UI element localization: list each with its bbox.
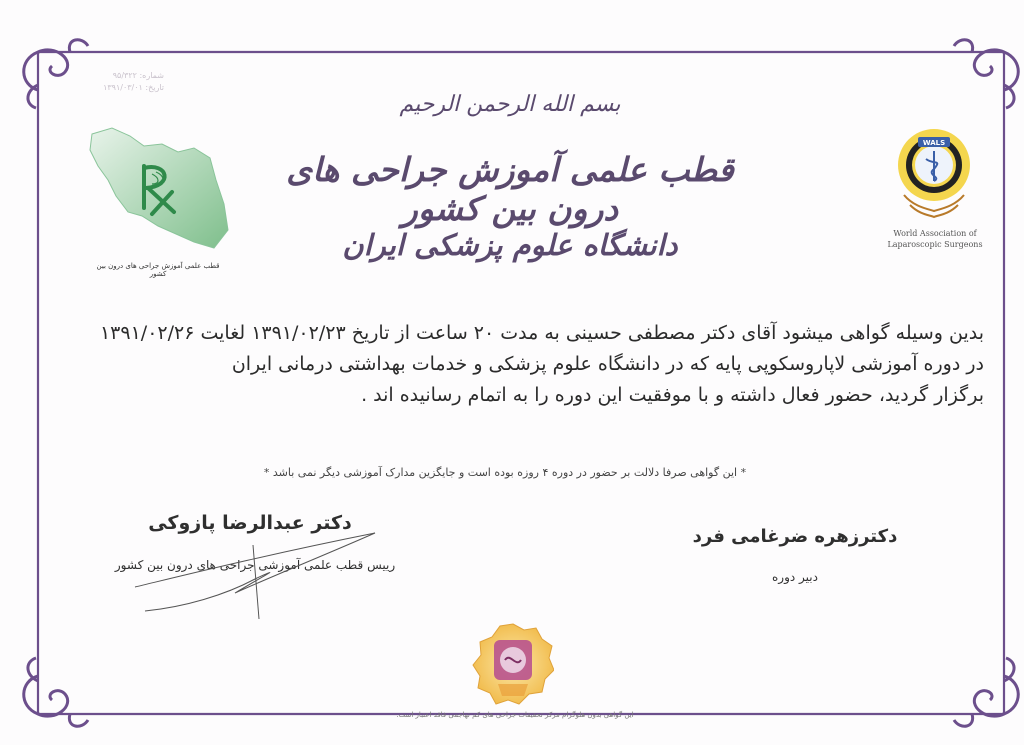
attendance-note: * این گواهی صرفا دلالت بر حضور در دوره ۴ روزه بوده است و جایگزین مدارک آموزشی دیگر نمی باشد * — [263, 466, 747, 479]
footer-disclaimer: این گواهی بدون هلوگرام مرکز تحقیقات جراحی های کم تهاجمی فاقد اعتبار است. — [396, 711, 634, 719]
university-name: دانشگاه علوم پزشکی ایران — [342, 228, 678, 262]
iran-logo-caption: قطب علمی آموزش جراحی های درون بین کشور — [96, 262, 220, 278]
iran-map-logo — [82, 122, 232, 257]
center-title: قطب علمی آموزش جراحی های درون بین کشور — [286, 150, 734, 228]
wals-logo — [888, 125, 980, 225]
body-line-2: در دوره آموزشی لاپاروسکوپی پایه که در دانشگاه علوم پزشکی و خدمات بهداشتی درمانی ایران — [231, 353, 984, 375]
wals-caption — [870, 228, 1000, 250]
wals-caption-line2: Laparoscopic Surgeons — [887, 240, 983, 249]
left-signatory-name: دکتر عبدالرضا پازوکی — [148, 512, 352, 534]
reference-number: شماره: ۹۵/۳۲۲ — [112, 71, 164, 80]
right-signatory-name: دکترزهره ضرغامی فرد — [692, 526, 898, 547]
left-signatory-title: رییس قطب علمی آموزشی جراحی های درون بین کشور — [114, 558, 396, 572]
handwritten-signature — [125, 515, 385, 620]
reference-block — [74, 70, 164, 94]
body-line-3: برگزار گردید، حضور فعال داشته و با موفقیت این دوره را به اتمام رسانیده اند . — [361, 384, 984, 406]
wals-caption-line1: World Association of — [893, 229, 977, 238]
certificate-body — [60, 318, 984, 411]
reference-date: تاریخ: ۱۳۹۱/۰۳/۰۱ — [103, 83, 164, 92]
hologram-seal — [472, 622, 554, 714]
wals-badge-text: WALS — [922, 139, 946, 147]
iran-map-shape — [90, 128, 228, 248]
body-line-1: بدین وسیله گواهی میشود آقای دکتر مصطفی حسینی به مدت ۲۰ ساعت از تاریخ ۱۳۹۱/۰۲/۲۳ لغایت ۱۳۹۱/۰۲/۲۶ — [99, 322, 984, 344]
right-signatory-title: دبیر دوره — [772, 570, 818, 584]
basmala: بسم الله الرحمن الرحیم — [399, 92, 621, 117]
